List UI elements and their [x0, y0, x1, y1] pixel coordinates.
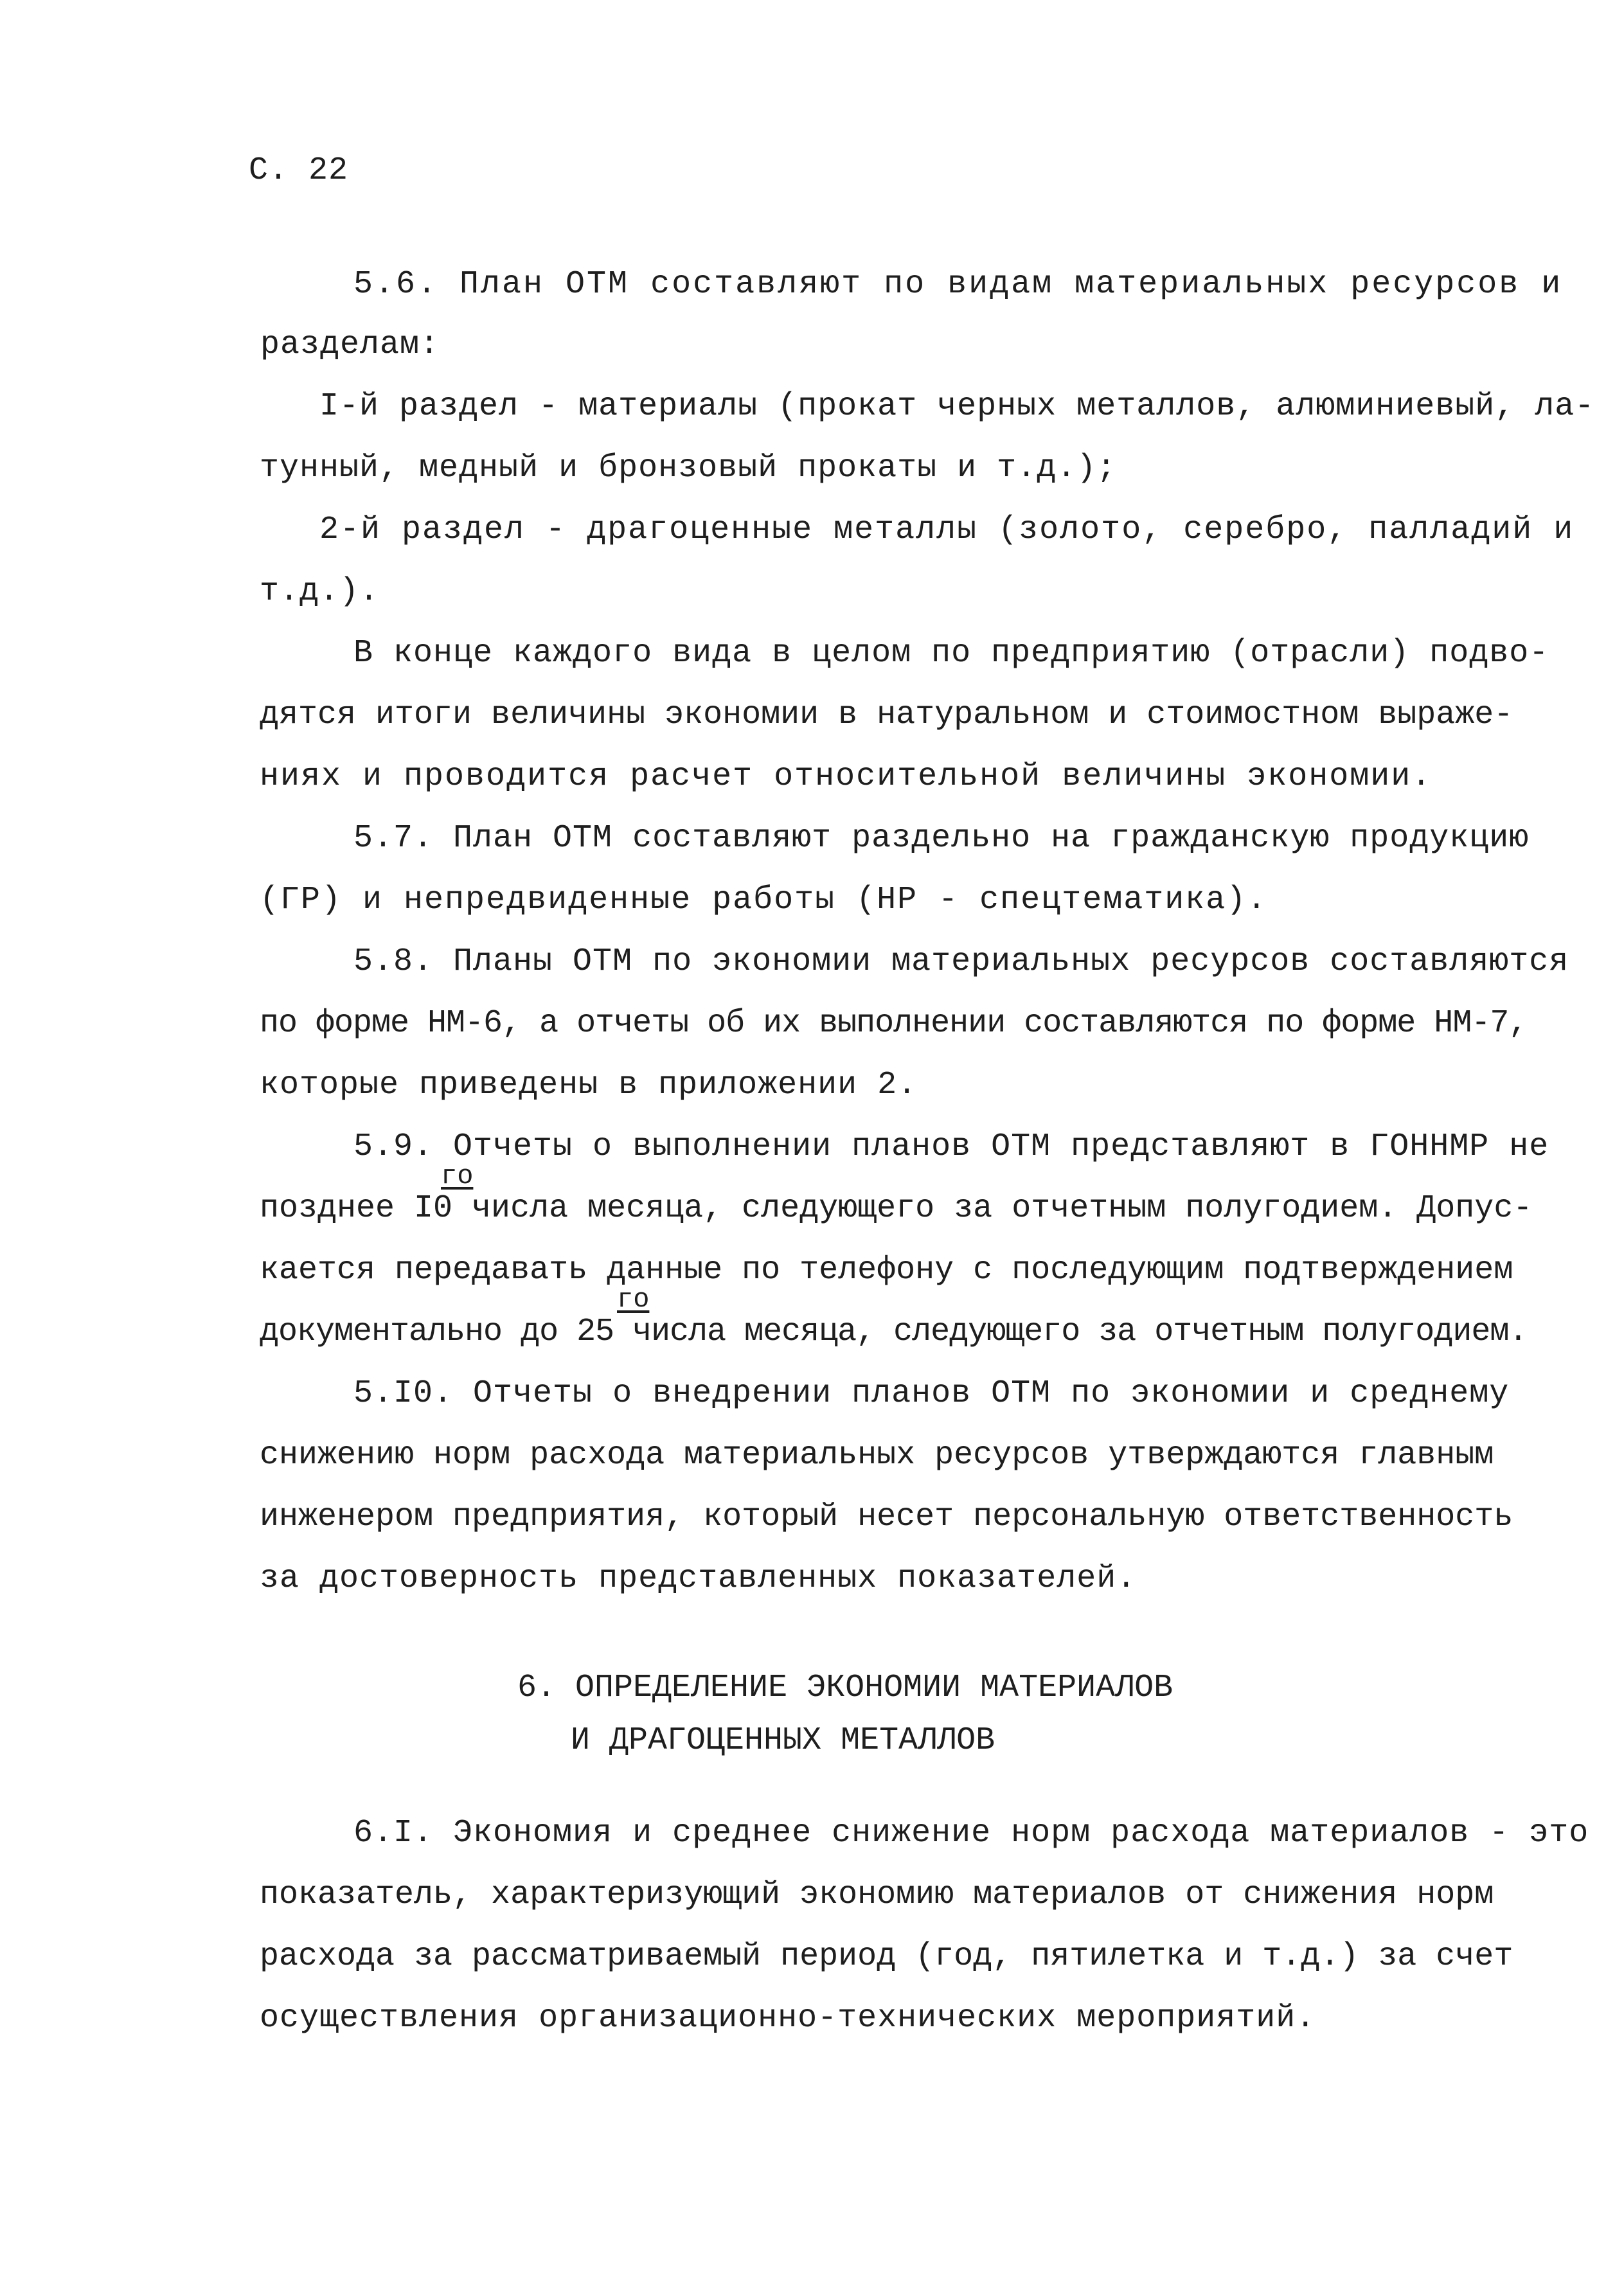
paragraph-6-1-line-3: расхода за рассматриваемый период (год, пятилетка и т.д.) за счет — [260, 1938, 1513, 1975]
paragraph-5-9-line-1: 5.9. Отчеты о выполнении планов ОТМ представляют в ГОННМР не — [353, 1129, 1549, 1165]
paragraph-5-6-line-8: дятся итоги величины экономии в натуральном и стоимостном выраже- — [260, 697, 1513, 733]
paragraph-5-8-line-1: 5.8. Планы ОТМ по экономии материальных ресурсов составляются — [353, 943, 1569, 980]
section-6-heading-line-2: И ДРАГОЦЕННЫХ МЕТАЛЛОВ — [571, 1722, 995, 1759]
paragraph-5-6-line-2: разделам: — [260, 326, 440, 363]
paragraph-5-10-line-3: инженером предприятия, который несет персональную ответственность — [260, 1499, 1513, 1535]
paragraph-5-6-line-5: 2-й раздел - драгоценные металлы (золото, серебро, палладий и — [319, 512, 1575, 548]
paragraph-5-6-line-3: I-й раздел - материалы (прокат черных металлов, алюминиевый, ла- — [319, 388, 1595, 425]
section-6-heading-line-1: 6. ОПРЕДЕЛЕНИЕ ЭКОНОМИИ МАТЕРИАЛОВ — [517, 1670, 1173, 1706]
paragraph-5-6-line-4: тунный, медный и бронзовый прокаты и т.д.); — [260, 450, 1117, 486]
page-number: С. 22 — [249, 152, 349, 189]
superscript-go-1: го — [441, 1161, 474, 1191]
paragraph-6-1-line-2: показатель, характеризующий экономию материалов от снижения норм — [260, 1877, 1494, 1913]
paragraph-5-9-line-4: документально до 25 числа месяца, следующего за отчетным полугодием. — [260, 1314, 1528, 1350]
paragraph-6-1-line-1: 6.I. Экономия и среднее снижение норм расхода материалов - это — [353, 1815, 1589, 1851]
paragraph-5-10-line-1: 5.I0. Отчеты о внедрении планов ОТМ по экономии и среднему — [353, 1375, 1510, 1412]
superscript-go-2: го — [617, 1284, 650, 1315]
paragraph-5-9-line-3: кается передавать данные по телефону с последующим подтверждением — [260, 1252, 1513, 1289]
paragraph-5-6-line-6: т.д.). — [260, 573, 380, 610]
paragraph-5-7-line-2: (ГР) и непредвиденные работы (НР - спецтематика). — [260, 882, 1268, 918]
paragraph-5-9-line-2: позднее I0 числа месяца, следующего за отчетным полугодием. Допус- — [260, 1190, 1533, 1227]
paragraph-5-6-line-7: В конце каждого вида в целом по предприятию (отрасли) подво- — [353, 635, 1549, 672]
paragraph-5-10-line-4: за достоверность представленных показателей. — [260, 1560, 1137, 1597]
paragraph-5-7-line-1: 5.7. План ОТМ составляют раздельно на гражданскую продукцию — [353, 820, 1530, 857]
paragraph-5-6-line-1: 5.6. План ОТМ составляют по видам материальных ресурсов и — [353, 266, 1563, 303]
paragraph-6-1-line-4: осуществления организационно-технических мероприятий. — [260, 2000, 1316, 2037]
paragraph-5-8-line-2: по форме НМ-6, а отчеты об их выполнении составляются по форме НМ-7, — [260, 1005, 1528, 1042]
paragraph-5-10-line-2: снижению норм расхода материальных ресурсов утверждаются главным — [260, 1437, 1494, 1474]
paragraph-5-8-line-3: которые приведены в приложении 2. — [260, 1067, 918, 1103]
paragraph-5-6-line-9: ниях и проводится расчет относительной величины экономии. — [260, 758, 1432, 795]
